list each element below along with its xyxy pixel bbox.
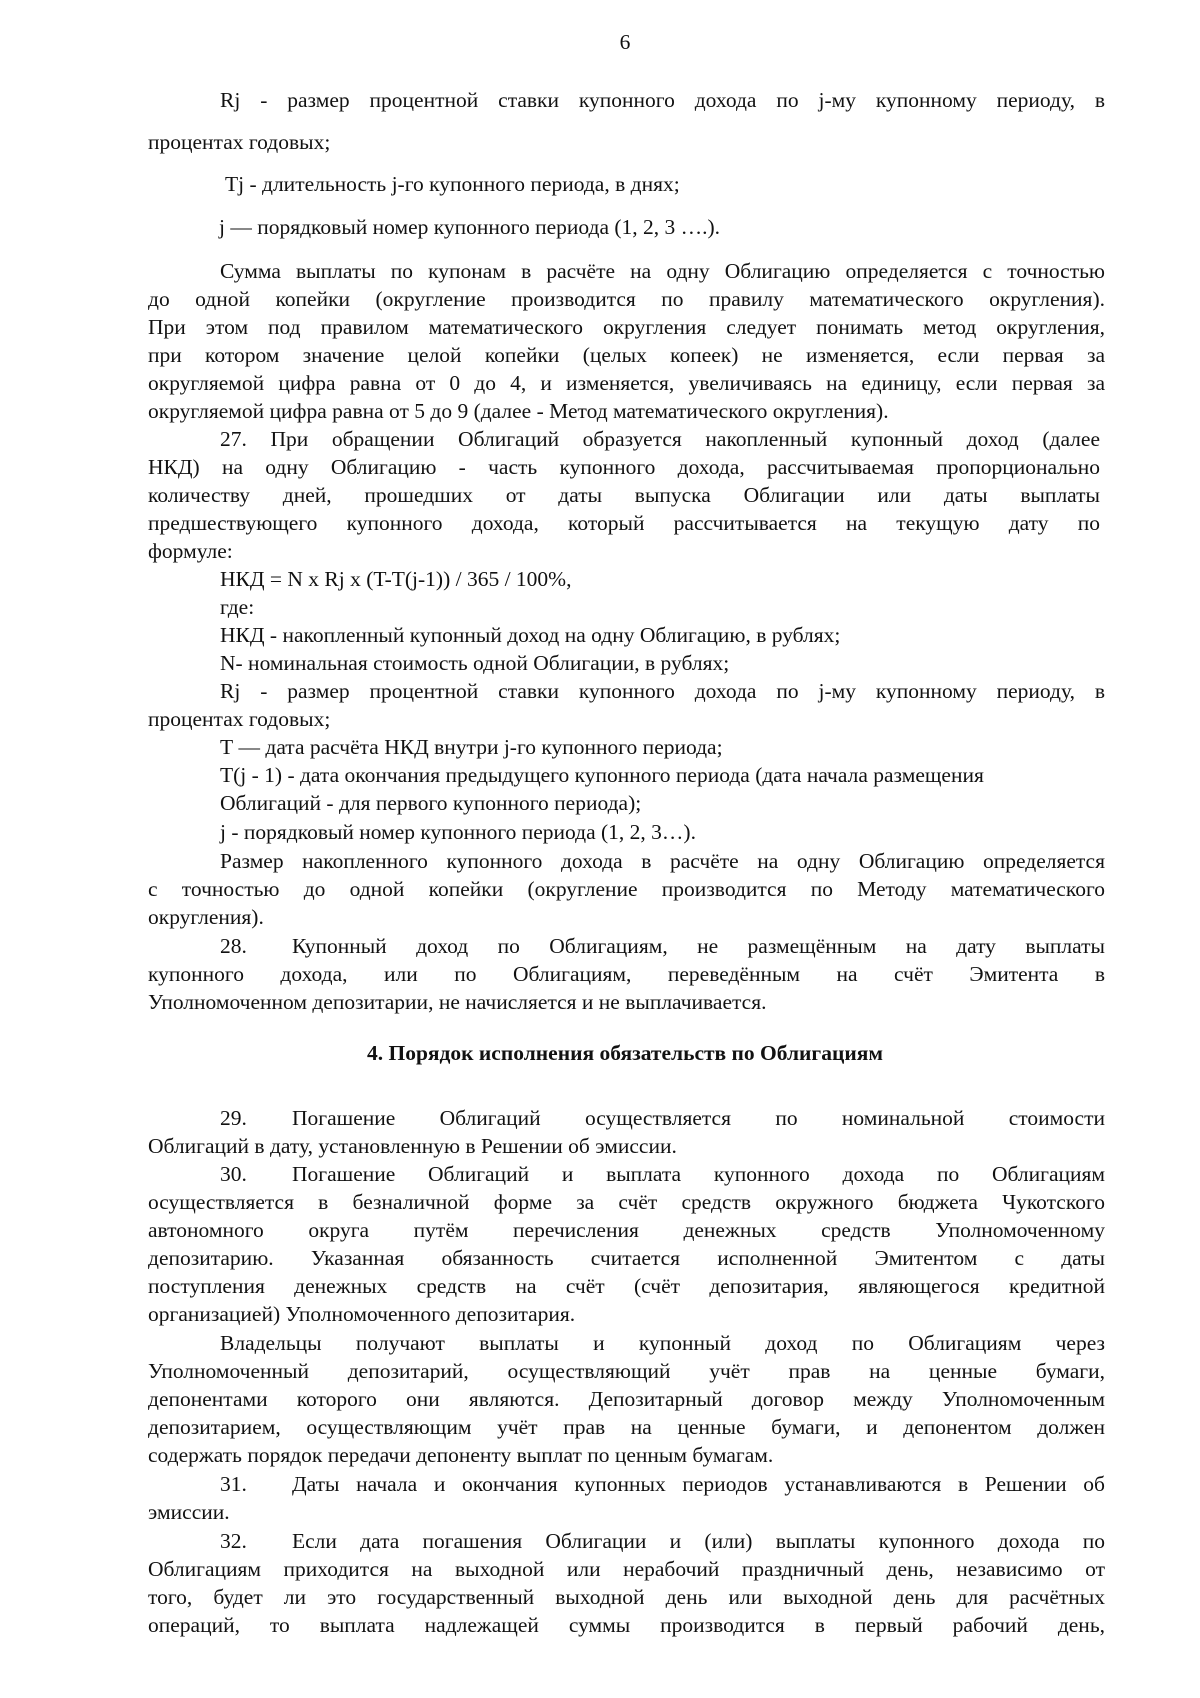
text-line: автономного округа путём перечисления денежных средств Уполномоченному [148, 1218, 1105, 1242]
text-line: содержать порядок передачи депоненту выплат по ценным бумагам. [148, 1443, 774, 1467]
text-line: Владельцы получают выплаты и купонный доход по Облигациям через [220, 1331, 1105, 1355]
text-line: организацией) Уполномоченного депозитария. [148, 1302, 576, 1326]
text-line: процентах годовых; [148, 130, 331, 154]
text-line: Уполномоченный депозитарий, осуществляющий учёт прав на ценные бумаги, [148, 1359, 1105, 1383]
text-line: количеству дней, прошедших от даты выпуска Облигации или даты выплаты [148, 483, 1100, 507]
text-line: Размер накопленного купонного дохода в расчёте на одну Облигацию определяется [220, 849, 1105, 873]
text-line: формуле: [148, 539, 233, 563]
text-line: Облигациям приходится на выходной или нерабочий праздничный день, независимо от [148, 1557, 1105, 1581]
text-line: j - порядковый номер купонного периода (1, 2, 3…). [220, 820, 696, 844]
text-line: Облигаций - для первого купонного периода); [220, 791, 642, 815]
text-line: j — порядковый номер купонного периода (1, 2, 3 ….). [219, 215, 721, 239]
text-line: Tj - длительность j-го купонного периода, в днях; [225, 172, 680, 196]
text-line: поступления денежных средств на счёт (счёт депозитария, являющегося кредитной [148, 1274, 1105, 1298]
item-number: 32. [220, 1529, 247, 1553]
text-line: операций, то выплата надлежащей суммы производится в первый рабочий день, [148, 1613, 1105, 1637]
page-number: 6 [619, 30, 631, 54]
text-line: округления). [148, 905, 264, 929]
text-line: при котором значение целой копейки (целых копеек) не изменяется, если первая за [148, 343, 1105, 367]
item-number: 31. [220, 1472, 247, 1496]
text-line: Rj - размер процентной ставки купонного дохода по j-му купонному периоду, в [220, 88, 1105, 112]
text-line: НКД) на одну Облигацию - часть купонного дохода, рассчитываемая пропорционально [148, 455, 1100, 479]
text-line: до одной копейки (округление производится по правилу математического округления). [148, 287, 1105, 311]
text-line: эмиссии. [148, 1500, 230, 1524]
text-line: с точностью до одной копейки (округление производится по Методу математического [148, 877, 1105, 901]
text-line: НКД - накопленный купонный доход на одну Облигацию, в рублях; [220, 623, 841, 647]
item-number: 30. [220, 1162, 247, 1186]
text-line: округляемой цифра равна от 5 до 9 (далее - Метод математического округления). [148, 399, 889, 423]
text-line: депозитарием, осуществляющим учёт прав на ценные бумаги, и депонентом должен [148, 1415, 1105, 1439]
text-line: N- номинальная стоимость одной Облигации, в рублях; [220, 651, 730, 675]
item-30-line: 30. Погашение Облигаций и выплата купонного дохода по Облигациям [220, 1162, 1105, 1186]
text-line: процентах годовых; [148, 707, 331, 731]
text-line: Облигаций в дату, установленную в Решении об эмиссии. [148, 1134, 677, 1158]
item-number: 28. [220, 934, 247, 958]
item-28-line: 28. Купонный доход по Облигациям, не размещённым на дату выплаты [220, 934, 1105, 958]
text-line: Уполномоченном депозитарии, не начисляется и не выплачивается. [148, 990, 767, 1014]
formula-line: НКД = N х Rj х (T-T(j-1)) / 365 / 100%, [220, 567, 572, 591]
text-line: купонного дохода, или по Облигациям, переведённым на счёт Эмитента в [148, 962, 1105, 986]
text-line: При этом под правилом математического округления следует понимать метод округления, [148, 315, 1105, 339]
text-line: T(j - 1) - дата окончания предыдущего купонного периода (дата начала размещения [220, 763, 984, 787]
text-line: 27. При обращении Облигаций образуется накопленный купонный доход (далее [220, 427, 1100, 451]
text-line: округляемой цифра равна от 0 до 4, и изменяется, увеличиваясь на единицу, если первая за [148, 371, 1105, 395]
text-line: депозитарию. Указанная обязанность считается исполненной Эмитентом с даты [148, 1246, 1105, 1270]
item-32-line: 32. Если дата погашения Облигации и (или) выплаты купонного дохода по [220, 1529, 1105, 1553]
text-line: того, будет ли это государственный выходной день или выходной день для расчётных [148, 1585, 1105, 1609]
section-heading: 4. Порядок исполнения обязательств по Облигациям [366, 1041, 884, 1065]
item-29-line: 29. Погашение Облигаций осуществляется по номинальной стоимости [220, 1106, 1105, 1130]
text-line: Rj - размер процентной ставки купонного дохода по j-му купонному периоду, в [220, 679, 1105, 703]
text-line: Сумма выплаты по купонам в расчёте на одну Облигацию определяется с точностью [220, 259, 1105, 283]
item-31-line: 31. Даты начала и окончания купонных периодов устанавливаются в Решении об [220, 1472, 1105, 1496]
text-line: Т — дата расчёта НКД внутри j-го купонного периода; [220, 735, 723, 759]
item-number: 29. [220, 1106, 247, 1130]
text-line: осуществляется в безналичной форме за счёт средств окружного бюджета Чукотского [148, 1190, 1105, 1214]
text-line: депонентами которого они являются. Депозитарный договор между Уполномоченным [148, 1387, 1105, 1411]
text-line: где: [220, 595, 255, 619]
text-line: предшествующего купонного дохода, который рассчитывается на текущую дату по [148, 511, 1100, 535]
